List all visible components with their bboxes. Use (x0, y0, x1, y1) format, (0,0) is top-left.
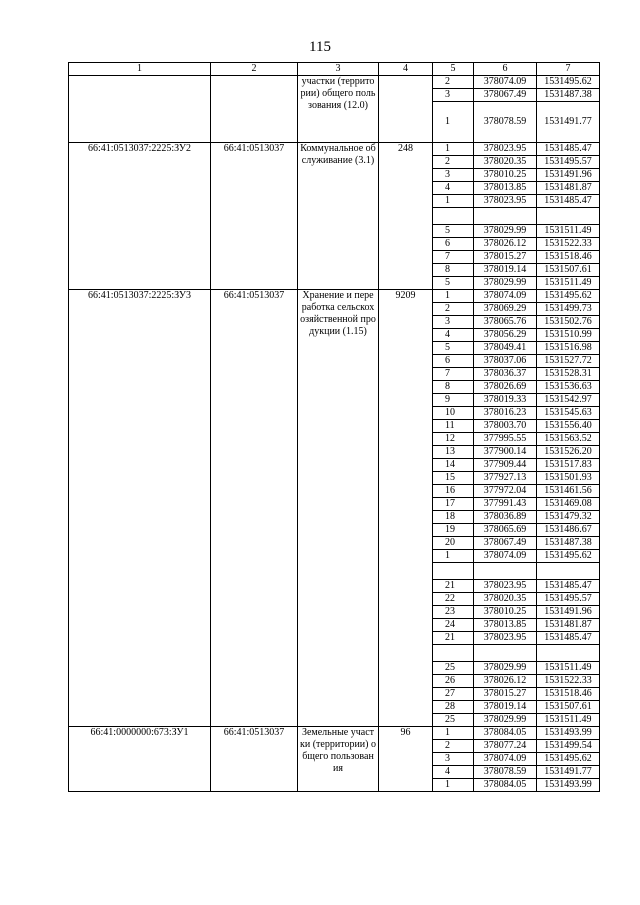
x-coordinate-cell: 378029.99 (474, 277, 537, 290)
x-coordinate-cell: 378015.27 (474, 251, 537, 264)
point-number-cell: 4 (433, 182, 474, 195)
point-number-cell: 5 (433, 225, 474, 238)
point-number-cell: 25 (433, 662, 474, 675)
y-coordinate-cell: 1531499.54 (537, 740, 600, 753)
y-coordinate-cell: 1531522.33 (537, 675, 600, 688)
point-number-cell: 10 (433, 407, 474, 420)
point-number-cell: 7 (433, 368, 474, 381)
point-number-cell: 1 (433, 779, 474, 792)
y-coordinate-cell: 1531507.61 (537, 701, 600, 714)
quarter-cell (211, 76, 298, 143)
x-coordinate-cell: 378023.95 (474, 195, 537, 208)
x-coordinate-cell: 378078.59 (474, 102, 537, 143)
y-coordinate-cell: 1531495.62 (537, 290, 600, 303)
page-number: 115 (309, 39, 331, 55)
y-coordinate-cell: 1531491.77 (537, 102, 600, 143)
point-number-cell: 12 (433, 433, 474, 446)
point-number-cell (433, 645, 474, 662)
y-coordinate-cell: 1531511.49 (537, 714, 600, 727)
point-number-cell (433, 208, 474, 225)
y-coordinate-cell: 1531493.99 (537, 779, 600, 792)
y-coordinate-cell: 1531481.87 (537, 619, 600, 632)
point-number-cell: 16 (433, 485, 474, 498)
x-coordinate-cell: 378065.69 (474, 524, 537, 537)
x-coordinate-cell: 378067.49 (474, 537, 537, 550)
area-cell: 9209 (379, 290, 433, 727)
x-coordinate-cell: 378037.06 (474, 355, 537, 368)
point-number-cell: 4 (433, 329, 474, 342)
x-coordinate-cell: 378015.27 (474, 688, 537, 701)
point-number-cell: 5 (433, 277, 474, 290)
point-number-cell: 17 (433, 498, 474, 511)
y-coordinate-cell: 1531487.38 (537, 537, 600, 550)
x-coordinate-cell: 378023.95 (474, 580, 537, 593)
x-coordinate-cell: 378069.29 (474, 303, 537, 316)
point-number-cell: 23 (433, 606, 474, 619)
point-number-cell: 1 (433, 102, 474, 143)
y-coordinate-cell: 1531499.73 (537, 303, 600, 316)
point-number-cell: 20 (433, 537, 474, 550)
y-coordinate-cell: 1531495.62 (537, 753, 600, 766)
x-coordinate-cell: 378029.99 (474, 662, 537, 675)
table-row (69, 76, 600, 89)
point-number-cell: 28 (433, 701, 474, 714)
point-number-cell: 2 (433, 740, 474, 753)
y-coordinate-cell: 1531528.31 (537, 368, 600, 381)
point-number-cell: 24 (433, 619, 474, 632)
x-coordinate-cell: 378036.37 (474, 368, 537, 381)
purpose-cell: Коммунальное обслуживание (3.1) (298, 143, 379, 290)
point-number-cell: 21 (433, 632, 474, 645)
point-number-cell: 8 (433, 381, 474, 394)
cadastral-id-cell: 66:41:0000000:673:ЗУ1 (69, 727, 211, 792)
y-coordinate-cell: 1531527.72 (537, 355, 600, 368)
point-number-cell: 2 (433, 156, 474, 169)
y-coordinate-cell: 1531510.99 (537, 329, 600, 342)
y-coordinate-cell: 1531486.67 (537, 524, 600, 537)
point-number-cell: 3 (433, 753, 474, 766)
y-coordinate-cell: 1531536.63 (537, 381, 600, 394)
y-coordinate-cell: 1531495.57 (537, 593, 600, 606)
point-number-cell: 11 (433, 420, 474, 433)
y-coordinate-cell: 1531485.47 (537, 195, 600, 208)
header-cell-4: 4 (379, 63, 433, 76)
x-coordinate-cell: 378029.99 (474, 225, 537, 238)
y-coordinate-cell: 1531517.83 (537, 459, 600, 472)
point-number-cell: 2 (433, 303, 474, 316)
y-coordinate-cell: 1531469.08 (537, 498, 600, 511)
y-coordinate-cell: 1531461.56 (537, 485, 600, 498)
x-coordinate-cell: 377927.13 (474, 472, 537, 485)
y-coordinate-cell: 1531495.57 (537, 156, 600, 169)
x-coordinate-cell: 378036.89 (474, 511, 537, 524)
x-coordinate-cell: 378074.09 (474, 550, 537, 563)
y-coordinate-cell: 1531501.93 (537, 472, 600, 485)
y-coordinate-cell: 1531511.49 (537, 225, 600, 238)
y-coordinate-cell: 1531485.47 (537, 143, 600, 156)
x-coordinate-cell: 378084.05 (474, 779, 537, 792)
point-number-cell: 1 (433, 727, 474, 740)
point-number-cell: 14 (433, 459, 474, 472)
quarter-cell: 66:41:0513037 (211, 143, 298, 290)
y-coordinate-cell: 1531495.62 (537, 76, 600, 89)
x-coordinate-cell: 378003.70 (474, 420, 537, 433)
x-coordinate-cell: 378019.14 (474, 264, 537, 277)
x-coordinate-cell: 378074.09 (474, 76, 537, 89)
x-coordinate-cell: 378077.24 (474, 740, 537, 753)
y-coordinate-cell: 1531502.76 (537, 316, 600, 329)
y-coordinate-cell: 1531526.20 (537, 446, 600, 459)
point-number-cell: 25 (433, 714, 474, 727)
x-coordinate-cell (474, 645, 537, 662)
x-coordinate-cell: 378013.85 (474, 182, 537, 195)
point-number-cell: 1 (433, 143, 474, 156)
purpose-cell: Земельные участки (территории) общего пользования (298, 727, 379, 792)
x-coordinate-cell: 378020.35 (474, 156, 537, 169)
x-coordinate-cell: 378056.29 (474, 329, 537, 342)
y-coordinate-cell (537, 208, 600, 225)
y-coordinate-cell: 1531479.32 (537, 511, 600, 524)
x-coordinate-cell: 378013.85 (474, 619, 537, 632)
x-coordinate-cell (474, 563, 537, 580)
y-coordinate-cell: 1531545.63 (537, 407, 600, 420)
area-cell (379, 76, 433, 143)
cadastral-id-cell (69, 76, 211, 143)
point-number-cell: 27 (433, 688, 474, 701)
quarter-cell: 66:41:0513037 (211, 290, 298, 727)
y-coordinate-cell: 1531511.49 (537, 277, 600, 290)
point-number-cell: 1 (433, 195, 474, 208)
y-coordinate-cell: 1531495.62 (537, 550, 600, 563)
x-coordinate-cell: 378084.05 (474, 727, 537, 740)
cadastral-id-cell: 66:41:0513037:2225:ЗУ2 (69, 143, 211, 290)
header-cell-2: 2 (211, 63, 298, 76)
y-coordinate-cell: 1531491.96 (537, 606, 600, 619)
area-cell: 248 (379, 143, 433, 290)
point-number-cell: 26 (433, 675, 474, 688)
point-number-cell: 3 (433, 169, 474, 182)
x-coordinate-cell: 378074.09 (474, 753, 537, 766)
x-coordinate-cell: 378049.41 (474, 342, 537, 355)
point-number-cell: 9 (433, 394, 474, 407)
x-coordinate-cell: 378023.95 (474, 632, 537, 645)
x-coordinate-cell: 378023.95 (474, 143, 537, 156)
y-coordinate-cell (537, 563, 600, 580)
header-cell-3: 3 (298, 63, 379, 76)
y-coordinate-cell (537, 645, 600, 662)
y-coordinate-cell: 1531542.97 (537, 394, 600, 407)
point-number-cell: 4 (433, 766, 474, 779)
table-row (69, 290, 600, 303)
x-coordinate-cell: 377995.55 (474, 433, 537, 446)
y-coordinate-cell: 1531493.99 (537, 727, 600, 740)
x-coordinate-cell: 378026.12 (474, 238, 537, 251)
point-number-cell: 6 (433, 238, 474, 251)
y-coordinate-cell: 1531485.47 (537, 632, 600, 645)
x-coordinate-cell: 378026.69 (474, 381, 537, 394)
point-number-cell: 1 (433, 550, 474, 563)
table-row (69, 727, 600, 740)
point-number-cell: 15 (433, 472, 474, 485)
x-coordinate-cell: 378067.49 (474, 89, 537, 102)
x-coordinate-cell: 378010.25 (474, 169, 537, 182)
point-number-cell: 1 (433, 290, 474, 303)
point-number-cell: 21 (433, 580, 474, 593)
y-coordinate-cell: 1531507.61 (537, 264, 600, 277)
header-cell-5: 5 (433, 63, 474, 76)
y-coordinate-cell: 1531487.38 (537, 89, 600, 102)
x-coordinate-cell: 378019.14 (474, 701, 537, 714)
cadastral-id-cell: 66:41:0513037:2225:ЗУ3 (69, 290, 211, 727)
header-cell-6: 6 (474, 63, 537, 76)
point-number-cell (433, 563, 474, 580)
x-coordinate-cell: 377991.43 (474, 498, 537, 511)
purpose-cell: участки (территории) общего пользования (12.0) (298, 76, 379, 143)
y-coordinate-cell: 1531563.52 (537, 433, 600, 446)
point-number-cell: 18 (433, 511, 474, 524)
header-cell-1: 1 (69, 63, 211, 76)
header-row (69, 63, 600, 76)
y-coordinate-cell: 1531518.46 (537, 688, 600, 701)
x-coordinate-cell: 378016.23 (474, 407, 537, 420)
y-coordinate-cell: 1531491.77 (537, 766, 600, 779)
y-coordinate-cell: 1531481.87 (537, 182, 600, 195)
x-coordinate-cell: 378026.12 (474, 675, 537, 688)
header-cell-7: 7 (537, 63, 600, 76)
y-coordinate-cell: 1531518.46 (537, 251, 600, 264)
quarter-cell: 66:41:0513037 (211, 727, 298, 792)
point-number-cell: 22 (433, 593, 474, 606)
x-coordinate-cell (474, 208, 537, 225)
point-number-cell: 6 (433, 355, 474, 368)
y-coordinate-cell: 1531522.33 (537, 238, 600, 251)
x-coordinate-cell: 378020.35 (474, 593, 537, 606)
point-number-cell: 2 (433, 76, 474, 89)
area-cell: 96 (379, 727, 433, 792)
x-coordinate-cell: 377900.14 (474, 446, 537, 459)
table-row (69, 143, 600, 156)
coordinates-table (68, 62, 600, 792)
purpose-cell: Хранение и переработка сельскохозяйственной продукции (1.15) (298, 290, 379, 727)
x-coordinate-cell: 377909.44 (474, 459, 537, 472)
point-number-cell: 5 (433, 342, 474, 355)
y-coordinate-cell: 1531556.40 (537, 420, 600, 433)
y-coordinate-cell: 1531491.96 (537, 169, 600, 182)
x-coordinate-cell: 378019.33 (474, 394, 537, 407)
point-number-cell: 13 (433, 446, 474, 459)
x-coordinate-cell: 378029.99 (474, 714, 537, 727)
point-number-cell: 8 (433, 264, 474, 277)
x-coordinate-cell: 378010.25 (474, 606, 537, 619)
x-coordinate-cell: 378074.09 (474, 290, 537, 303)
y-coordinate-cell: 1531516.98 (537, 342, 600, 355)
y-coordinate-cell: 1531511.49 (537, 662, 600, 675)
y-coordinate-cell: 1531485.47 (537, 580, 600, 593)
x-coordinate-cell: 378078.59 (474, 766, 537, 779)
x-coordinate-cell: 378065.76 (474, 316, 537, 329)
point-number-cell: 19 (433, 524, 474, 537)
point-number-cell: 3 (433, 89, 474, 102)
point-number-cell: 7 (433, 251, 474, 264)
x-coordinate-cell: 377972.04 (474, 485, 537, 498)
point-number-cell: 3 (433, 316, 474, 329)
